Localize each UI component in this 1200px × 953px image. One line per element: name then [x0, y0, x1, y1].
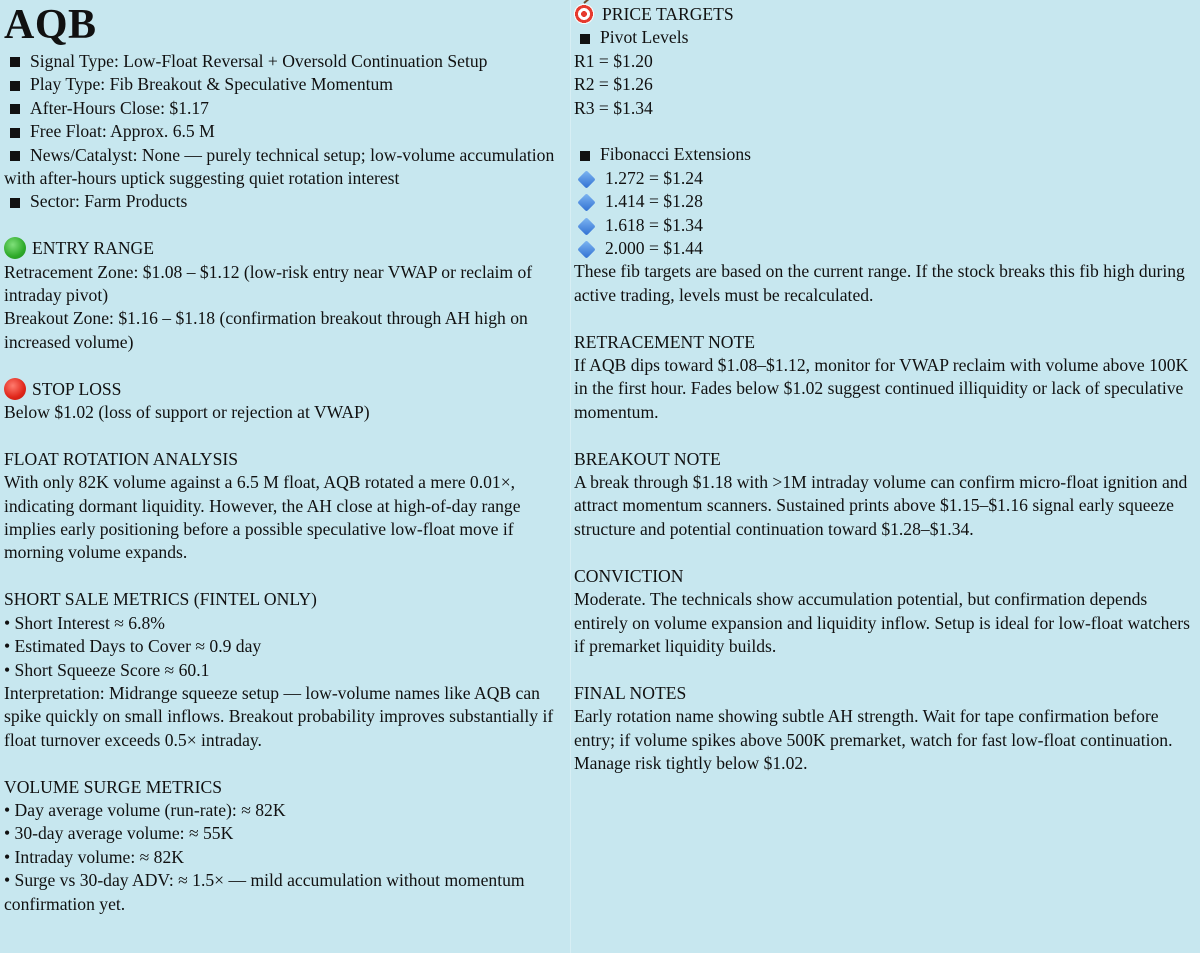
red-circle-icon [4, 378, 26, 400]
square-bullet-icon [580, 151, 590, 161]
spacer [4, 565, 570, 588]
pivot-heading: Pivot Levels [574, 26, 1196, 49]
price-targets-heading: PRICE TARGETS [574, 3, 1196, 26]
stop-text: Below $1.02 (loss of support or rejection at VWAP) [4, 402, 370, 423]
final-notes-heading: FINAL NOTES [574, 682, 687, 703]
right-column [574, 0, 1196, 775]
pivot-level: R1 = $1.20 [574, 50, 653, 71]
square-bullet-icon [10, 198, 20, 208]
column-divider [570, 0, 571, 953]
float-rotation-heading: FLOAT ROTATION ANALYSIS [4, 448, 239, 469]
pivot-level: R2 = $1.26 [574, 74, 653, 95]
blue-diamond-icon [577, 217, 595, 235]
green-circle-icon [4, 237, 26, 259]
overview-item: Sector: Farm Products [4, 190, 570, 213]
volume-heading: VOLUME SURGE METRICS [4, 776, 222, 797]
square-bullet-icon [10, 128, 20, 138]
retracement-note-heading: RETRACEMENT NOTE [574, 331, 755, 352]
short-sale-item: • Short Interest ≈ 6.8% [4, 612, 165, 633]
final-notes-text: Early rotation name showing subtle AH strength. Wait for tape confirmation before entry; if volume spikes above 500K premarket, watch for fast low-float continuation. Manage risk tightly below $1.02. [574, 706, 1173, 773]
overview-item: News/Catalyst: None — purely technical setup; low-volume accumulation with after-hours uptick suggesting quiet rotation interest [4, 144, 555, 189]
overview-item: Signal Type: Low-Float Reversal + Oversold Continuation Setup [4, 50, 570, 73]
spacer [574, 658, 1196, 681]
conviction-heading: CONVICTION [574, 565, 684, 586]
fib-level: 1.618 = $1.34 [574, 214, 1196, 237]
blue-diamond-icon [577, 193, 595, 211]
square-bullet-icon [10, 104, 20, 114]
spacer [4, 752, 570, 775]
entry-breakout: Breakout Zone: $1.16 – $1.18 (confirmation breakout through AH high on increased volume) [4, 308, 528, 352]
short-sale-interpretation: Interpretation: Midrange squeeze setup — low-volume names like AQB can spike quickly on small inflows. Breakout probability improves substantially if float turnover exceeds 0.5× intraday. [4, 682, 554, 750]
square-bullet-icon [10, 151, 20, 161]
target-icon [574, 4, 594, 24]
spacer [574, 424, 1196, 447]
spacer [4, 214, 570, 237]
fib-level: 2.000 = $1.44 [574, 237, 1196, 260]
fib-level: 1.414 = $1.28 [574, 190, 1196, 213]
square-bullet-icon [10, 81, 20, 91]
square-bullet-icon [10, 57, 20, 67]
breakout-note-text: A break through $1.18 with >1M intraday volume can confirm micro-float ignition and attract momentum scanners. Sustained prints above $1.15–$1.16 signal early squeeze structure and potential continuation toward $1.28–$1.34. [574, 472, 1188, 539]
volume-item: • Intraday volume: ≈ 82K [4, 846, 184, 867]
short-sale-heading: SHORT SALE METRICS (FINTEL ONLY) [4, 589, 317, 610]
ticker-title: AQB [4, 2, 97, 48]
stop-heading: STOP LOSS [4, 378, 570, 401]
fib-level: 1.272 = $1.24 [574, 167, 1196, 190]
volume-item: • 30-day average volume: ≈ 55K [4, 823, 234, 844]
blue-diamond-icon [577, 240, 595, 258]
volume-item: • Surge vs 30-day ADV: ≈ 1.5× — mild accumulation without momentum confirmation yet. [4, 870, 525, 914]
entry-heading: ENTRY RANGE [4, 237, 570, 260]
left-column [4, 0, 570, 916]
spacer [4, 424, 570, 447]
entry-retracement: Retracement Zone: $1.08 – $1.12 (low-risk entry near VWAP or reclaim of intraday pivot) [4, 261, 533, 306]
float-rotation-text: With only 82K volume against a 6.5 M float, AQB rotated a mere 0.01×, indicating dormant liquidity. However, the AH close at high-of-day range implies early positioning before a possible speculative low-float move if morning volume expands. [4, 472, 521, 563]
overview-item: Free Float: Approx. 6.5 M [4, 120, 570, 143]
volume-item: • Day average volume (run-rate): ≈ 82K [4, 799, 286, 820]
overview-item: After-Hours Close: $1.17 [4, 97, 570, 120]
blue-diamond-icon [577, 170, 595, 188]
spacer [574, 307, 1196, 330]
spacer [4, 354, 570, 377]
square-bullet-icon [580, 34, 590, 44]
pivot-level: R3 = $1.34 [574, 97, 653, 118]
short-sale-item: • Estimated Days to Cover ≈ 0.9 day [4, 636, 262, 657]
short-sale-item: • Short Squeeze Score ≈ 60.1 [4, 659, 210, 680]
breakout-note-heading: BREAKOUT NOTE [574, 448, 721, 469]
fib-note: These fib targets are based on the current range. If the stock breaks this fib high during active trading, levels must be recalculated. [574, 261, 1185, 305]
spacer [574, 541, 1196, 564]
retracement-note-text: If AQB dips toward $1.08–$1.12, monitor for VWAP reclaim with volume above 100K in the first hour. Fades below $1.02 suggest continued illiquidity or lack of speculative momentum. [574, 355, 1189, 422]
conviction-text: Moderate. The technicals show accumulation potential, but confirmation depends entirely on volume expansion and liquidity inflow. Setup is ideal for low-float watchers if premarket liquidity builds. [574, 589, 1190, 656]
overview-item: Play Type: Fib Breakout & Speculative Momentum [4, 73, 570, 96]
fib-heading: Fibonacci Extensions [574, 143, 1196, 166]
spacer [574, 120, 1196, 143]
